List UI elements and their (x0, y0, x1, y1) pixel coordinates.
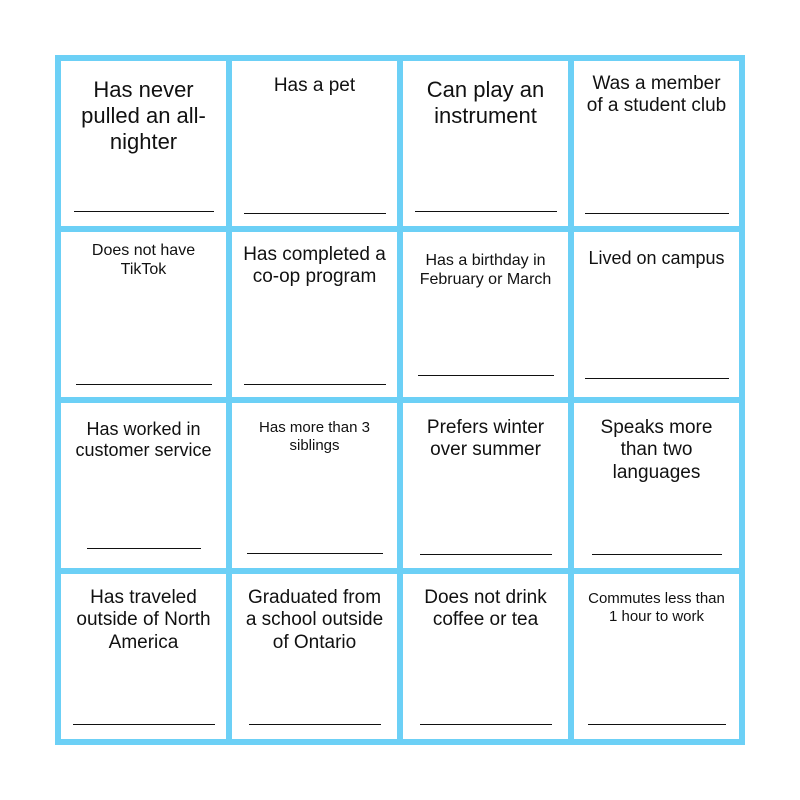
signature-line (585, 378, 729, 379)
bingo-cell[interactable] (571, 229, 742, 400)
cell-prompt: Commutes less than 1 hour to work (588, 590, 725, 625)
bingo-cell[interactable] (229, 58, 400, 229)
bingo-cell[interactable] (400, 400, 571, 571)
signature-line (420, 724, 552, 725)
signature-line (585, 213, 729, 214)
cell-prompt: Has more than 3 siblings (259, 419, 370, 454)
bingo-cell[interactable] (229, 571, 400, 742)
bingo-cell[interactable] (571, 400, 742, 571)
cell-prompt: Has worked in customer service (75, 419, 212, 461)
cell-prompt: Was a member of a student club (586, 73, 727, 117)
cell-prompt: Lived on campus (588, 248, 725, 268)
bingo-cell[interactable] (400, 571, 571, 742)
cell-prompt: Does not have TikTok (91, 242, 196, 278)
signature-line (592, 554, 722, 555)
bingo-cell[interactable] (229, 400, 400, 571)
signature-line (244, 384, 386, 385)
signature-line (588, 724, 726, 725)
bingo-cell[interactable] (58, 571, 229, 742)
bingo-cell[interactable] (571, 58, 742, 229)
signature-line (249, 724, 381, 725)
cell-prompt: Can play an instrument (426, 77, 545, 128)
signature-line (73, 724, 215, 725)
cell-prompt: Prefers winter over summer (426, 417, 545, 461)
bingo-cell[interactable] (400, 58, 571, 229)
bingo-cell[interactable] (229, 229, 400, 400)
signature-line (244, 213, 386, 214)
cell-prompt: Graduated from a school outside of Ontario (245, 587, 384, 653)
cell-prompt: Has a birthday in February or March (419, 252, 552, 288)
signature-line (74, 211, 214, 212)
signature-line (420, 554, 552, 555)
bingo-cell[interactable] (58, 229, 229, 400)
bingo-board (55, 55, 745, 745)
cell-prompt: Has never pulled an all-nighter (81, 77, 206, 154)
signature-line (247, 553, 383, 554)
cell-prompt: Speaks more than two languages (600, 417, 713, 483)
signature-line (415, 211, 557, 212)
signature-line (76, 384, 212, 385)
signature-line (418, 375, 554, 376)
cell-prompt: Does not drink coffee or tea (424, 587, 547, 631)
cell-prompt: Has traveled outside of North America (76, 587, 211, 653)
signature-line (87, 548, 201, 549)
bingo-cell[interactable] (58, 58, 229, 229)
cell-prompt: Has a pet (273, 75, 356, 96)
bingo-cell[interactable] (571, 571, 742, 742)
cell-prompt: Has completed a co-op program (243, 244, 386, 288)
bingo-cell[interactable] (58, 400, 229, 571)
bingo-cell[interactable] (400, 229, 571, 400)
